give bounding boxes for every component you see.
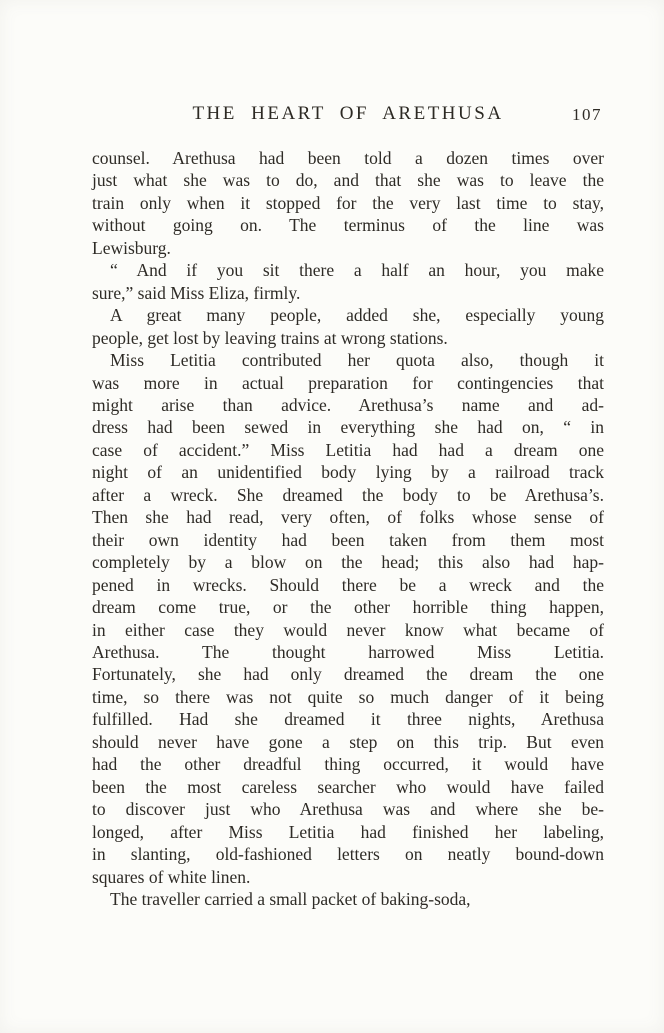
text-line: The traveller carried a small packet of baking-soda, xyxy=(110,888,471,909)
chapter-title: THE HEART OF ARETHUSA xyxy=(192,103,504,124)
text-line: in either case they would never know what became of xyxy=(92,619,604,640)
text-line: people, get lost by leaving trains at wrong stations. xyxy=(92,327,448,348)
text-line: case of accident.” Miss Letitia had had a dream one xyxy=(92,439,604,460)
text-line: in slanting, old-fashioned letters on neatly bound-down xyxy=(92,844,604,865)
text-line: Miss Letitia contributed her quota also, though it xyxy=(110,350,604,371)
running-header xyxy=(92,103,604,129)
text-line: Fortunately, she had only dreamed the dream the one xyxy=(92,664,604,685)
text-line: should never have gone a step on this trip. But even xyxy=(92,731,604,752)
text-line: after a wreck. She dreamed the body to be Arethusa’s. xyxy=(92,484,604,505)
text-line: pened in wrecks. Should there be a wreck and the xyxy=(92,574,604,595)
page-number: 107 xyxy=(572,105,602,124)
text-line: Then she had read, very often, of folks whose sense of xyxy=(92,507,604,528)
text-line: dream come true, or the other horrible thing happen, xyxy=(92,597,604,618)
text-line: dress had been sewed in everything she had on, “ in xyxy=(92,417,604,438)
text-line: A great many people, added she, especially young xyxy=(110,305,604,326)
text-line: completely by a blow on the head; this also had hap- xyxy=(92,552,604,573)
text-line: “ And if you sit there a half an hour, you make xyxy=(110,260,604,281)
text-line: their own identity had been taken from them most xyxy=(92,529,604,550)
text-line: counsel. Arethusa had been told a dozen times over xyxy=(92,148,604,168)
text-line: sure,” said Miss Eliza, firmly. xyxy=(92,282,301,303)
text-line: been the most careless searcher who would have failed xyxy=(92,776,604,797)
text-line: to discover just who Arethusa was and where she be- xyxy=(92,799,604,820)
text-line: time, so there was not quite so much danger of it being xyxy=(92,686,604,707)
text-line: was more in actual preparation for contingencies that xyxy=(92,372,604,393)
page-body xyxy=(92,147,604,910)
text-line: night of an unidentified body lying by a railroad track xyxy=(92,462,604,483)
text-line: just what she was to do, and that she was to leave the xyxy=(92,170,604,191)
text-line: squares of white linen. xyxy=(92,866,251,887)
text-line: longed, after Miss Letitia had finished her labeling, xyxy=(92,821,604,842)
text-line: Lewisburg. xyxy=(92,237,171,258)
text-line: without going on. The terminus of the line was xyxy=(92,215,604,236)
text-line: might arise than advice. Arethusa’s name and ad- xyxy=(92,394,604,415)
text-line: Arethusa. The thought harrowed Miss Letitia. xyxy=(92,641,604,662)
text-line: had the other dreadful thing occurred, it would have xyxy=(92,754,604,775)
text-line: fulfilled. Had she dreamed it three nights, Arethusa xyxy=(92,709,604,730)
text-line: train only when it stopped for the very last time to stay, xyxy=(92,192,604,213)
